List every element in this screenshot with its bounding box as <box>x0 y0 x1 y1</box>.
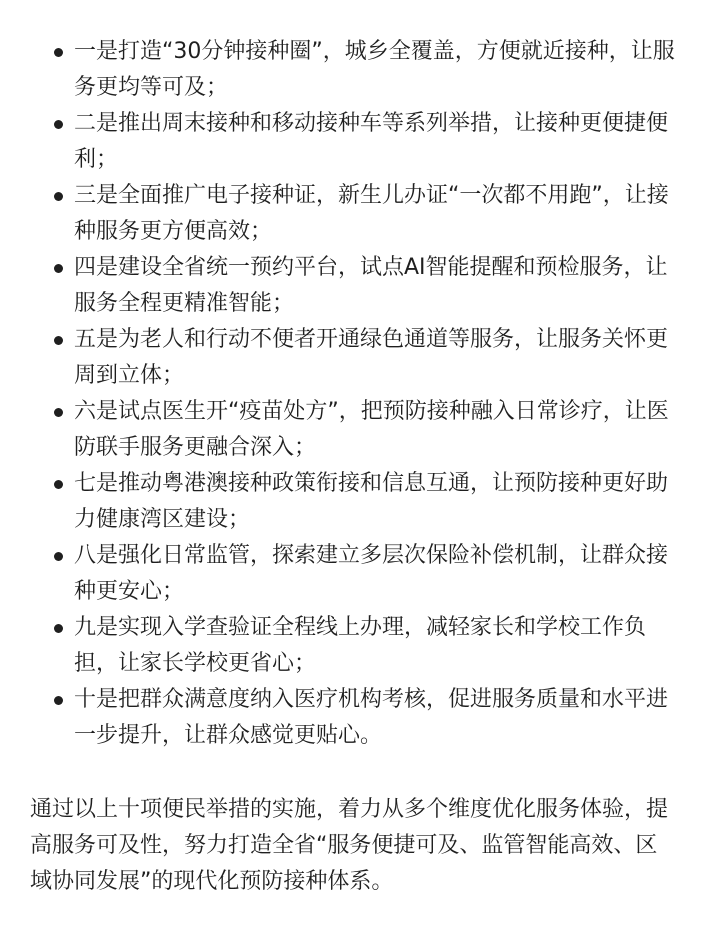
bullet-icon <box>54 336 63 345</box>
bullet-icon <box>54 624 63 633</box>
bullet-icon <box>54 552 63 561</box>
measure-text: 六是试点医生开“疫苗处方”，把预防接种融入日常诊疗，让医防联手服务更融合深入； <box>74 399 669 460</box>
summary-paragraph: 通过以上十项便民举措的实施，着力从多个维度优化服务体验，提高服务可及性，努力打造全省“服务便捷可及、监管智能高效、区域协同发展”的现代化预防接种体系。 <box>30 797 669 894</box>
measure-text: 八是强化日常监管，探索建立多层次保险补偿机制，让群众接种更安心； <box>74 543 669 604</box>
measure-item-9 <box>30 610 676 682</box>
measure-text: 九是实现入学查验证全程线上办理，减轻家长和学校工作负担，让家长学校更省心； <box>74 615 647 676</box>
bullet-icon <box>54 120 63 129</box>
measure-text: 七是推动粤港澳接种政策衔接和信息互通，让预防接种更好助力健康湾区建设； <box>74 471 669 532</box>
measure-text: 五是为老人和行动不便者开通绿色通道等服务，让服务关怀更周到立体； <box>74 327 669 388</box>
bullet-icon <box>54 696 63 705</box>
bullet-icon <box>54 264 63 273</box>
measure-text: 十是把群众满意度纳入医疗机构考核，促进服务质量和水平进一步提升，让群众感觉更贴心。 <box>74 687 669 748</box>
measure-item-3 <box>30 178 676 250</box>
bullet-icon <box>54 192 63 201</box>
measure-text: 四是建设全省统一预约平台，试点AI智能提醒和预检服务，让服务全程更精准智能； <box>74 255 668 316</box>
bullet-icon <box>54 48 63 57</box>
measure-item-7 <box>30 466 676 538</box>
bullet-icon <box>54 480 63 489</box>
measure-item-4 <box>30 250 676 322</box>
bullet-icon <box>54 408 63 417</box>
measures-list <box>30 34 676 754</box>
measure-item-8 <box>30 538 676 610</box>
measure-item-2 <box>30 106 676 178</box>
measure-item-6 <box>30 394 676 466</box>
measure-item-5 <box>30 322 676 394</box>
measure-text: 三是全面推广电子接种证，新生儿办证“一次都不用跑”，让接种服务更方便高效； <box>74 183 669 244</box>
measure-text: 二是推出周末接种和移动接种车等系列举措，让接种更便捷便利； <box>74 111 669 172</box>
measure-item-1 <box>30 34 676 106</box>
measure-text: 一是打造“30分钟接种圈”，城乡全覆盖，方便就近接种，让服务更均等可及； <box>74 39 675 100</box>
measure-item-10 <box>30 682 676 754</box>
